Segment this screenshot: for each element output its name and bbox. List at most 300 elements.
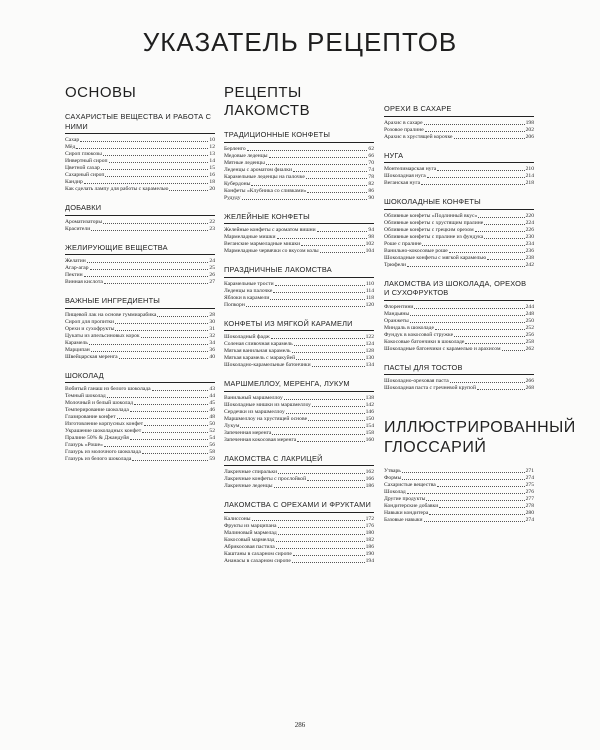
index-entry [224,146,374,153]
entry-name: Орехи и сухофрукты [65,325,115,332]
index-section [384,104,534,141]
entry-page: 50 [209,421,215,427]
index-entry [224,544,374,551]
dot-leader [402,479,524,480]
entry-name: Карамель [65,339,88,346]
entry-page: 220 [525,212,534,219]
entry-name: Ванильно-кокосовые роше [384,247,448,254]
dot-leader [484,224,524,225]
entry-page: 98 [368,234,374,240]
entry-page: 268 [525,385,534,391]
dot-leader [284,399,365,400]
dot-leader [130,439,209,440]
entry-name: Лакричные леденцы [224,483,273,489]
entry-page: 110 [365,280,374,287]
entry-page: 74 [368,166,374,173]
index-entry [224,437,374,444]
glossary-list [384,468,534,524]
dot-leader [117,418,209,419]
entry-name: Арахис в сахаре [384,119,423,126]
index-section [384,151,534,188]
entry-page: 90 [368,194,374,201]
index-entry [384,166,534,173]
entry-name: Леденцы на палочке [224,287,273,294]
entry-name: Кокосовые батончики в шоколаде [384,338,465,345]
entry-name: Инвертный сироп [65,158,108,164]
index-entry [224,174,374,181]
glossary-section [384,418,576,524]
entry-page: 23 [209,225,215,232]
entry-page: 24 [209,258,215,264]
entry-name: Запеченная кокосовая меренга [224,436,297,443]
dot-leader [425,131,525,132]
entry-name: Кандир [65,179,83,185]
entry-page: 162 [365,469,374,475]
index-entry [224,181,374,188]
sections-list [384,104,534,392]
dot-leader [407,266,525,267]
page-title: УКАЗАТЕЛЬ РЕЦЕПТОВ [142,27,458,57]
index-section [224,130,374,202]
entry-page: 172 [365,515,374,522]
entry-page: 62 [368,145,374,152]
entry-name: Желейные конфеты с ароматом вишни [224,227,316,233]
index-entry [384,496,534,503]
glossary-heading: ИЛЛЮСТРИРОВАННЫЙ ГЛОССАРИЙ [384,419,576,456]
entry-page: 277 [525,496,534,502]
entry-name: Карамельные трости [224,280,274,287]
dot-leader [414,308,524,309]
entry-page: 210 [525,166,534,172]
index-entry [384,234,534,241]
dot-leader [478,217,524,218]
entry-name: Изготовление корпусных конфет [65,421,144,427]
entry-name: Лукум [224,422,240,429]
entry-name: Розовое пралине [384,126,424,133]
dot-leader [424,124,525,125]
entry-page: 56 [209,442,215,448]
dot-leader [296,359,364,360]
entry-page: 32 [209,332,215,339]
index-entry [224,341,374,348]
entry-name: Глазурь из молочного шоколада [65,449,141,455]
index-entry [65,137,215,144]
dot-leader [502,350,525,351]
index-entry [224,288,374,295]
entry-page: 198 [525,119,534,126]
dot-leader [276,548,365,549]
entry-page: 230 [525,233,534,240]
entry-name: Базовые навыки [384,517,423,523]
entry-name: Шоколадные мишки из маршмеллоу [224,401,311,408]
index-entry [384,262,534,269]
entry-page: 128 [365,348,374,354]
entry-page: 274 [525,517,534,523]
index-entry [224,295,374,302]
index-section [65,203,215,233]
entry-page: 190 [365,550,374,557]
entry-name: Калиссоны [224,515,251,522]
entry-page: 271 [525,468,534,474]
index-entry [384,180,534,187]
column-heading: РЕЦЕПТЫ ЛАКОМСТВ [224,84,311,119]
index-entry [384,468,534,475]
index-entry [224,248,374,255]
entry-name: Сахаристые вещества [384,482,436,488]
index-entry [65,326,215,333]
entry-page: 142 [365,401,374,408]
index-entry [384,503,534,510]
dot-leader [435,329,525,330]
index-entry [384,346,534,353]
dot-leader [101,169,209,170]
dot-leader [103,155,209,156]
entry-page: 194 [365,557,374,564]
entry-page: 58 [209,449,215,455]
index-entry [224,402,374,409]
dot-leader [293,171,367,172]
section-title: ШОКОЛАД [65,371,215,384]
dot-leader [437,486,525,487]
index-entry [224,153,374,160]
index-entry [65,312,215,319]
index-entry [384,127,534,134]
entry-name: Навыки кондитера [384,510,429,516]
index-entry [224,355,374,362]
section-title: ЛАКОМСТВА ИЗ ШОКОЛАДА, ОРЕХОВ И СУХОФРУКТОВ [384,279,534,301]
dot-leader [119,358,209,359]
page-number: 286 [294,721,306,729]
column-recipes [224,84,374,575]
dot-leader [76,148,208,149]
index-entry [224,523,374,530]
entry-name: Обливные конфеты «Подлинный вкус» [384,212,478,219]
dot-leader [87,262,209,263]
dot-leader [454,138,525,139]
dot-leader [277,238,368,239]
entry-page: 274 [525,475,534,481]
entry-page: 27 [209,279,215,285]
section-title: ЖЕЛИРУЮЩИЕ ВЕЩЕСТВА [65,243,215,256]
dot-leader [266,164,368,165]
entry-page: 36 [209,346,215,353]
entry-name: Монтелимарская нуга [384,166,437,172]
entry-page: 43 [209,386,215,392]
index-entry [224,281,374,288]
dot-leader [407,493,525,494]
dot-leader [292,352,365,353]
dot-leader [157,316,208,317]
index-entry [65,265,215,272]
entry-page: 275 [525,482,534,488]
index-entry [384,255,534,262]
entry-page: 206 [525,133,534,140]
index-section [65,112,215,193]
entry-page: 258 [525,338,534,345]
dot-leader [320,252,365,253]
entry-name: Пектин [65,272,83,278]
section-title: НУГА [384,151,534,164]
dot-leader [269,157,368,158]
entry-name: Обливные конфеты с пралине из фундука [384,233,484,240]
entry-page: 28 [209,311,215,318]
entry-page: 154 [365,422,374,429]
dot-leader [312,406,365,407]
index-entry [224,167,374,174]
dot-leader [278,473,365,474]
entry-name: Роше с пралине [384,240,422,247]
index-entry [384,241,534,248]
index-entry [384,482,534,489]
index-entry [65,354,215,361]
dot-leader [426,500,524,501]
entry-name: Веганские мармеладные мишки [224,241,301,247]
dot-leader [240,427,364,428]
dot-leader [293,555,365,556]
entry-page: 18 [209,179,215,185]
section-title: ОРЕХИ В САХАРЕ [384,104,534,117]
entry-page: 214 [525,173,534,179]
dot-leader [292,562,365,563]
dot-leader [107,397,209,398]
dot-leader [272,434,364,435]
index-entry [65,179,215,186]
index-entry [65,158,215,165]
dot-leader [271,338,365,339]
entry-page: 278 [525,503,534,509]
entry-name: Карамельные леденцы на палочке [224,173,305,180]
entry-name: Формы [384,475,402,481]
index-entry [65,272,215,279]
entry-name: Кокосовый мармелад [224,536,275,543]
index-entry [384,134,534,141]
dot-leader [115,330,208,331]
index-entry [384,489,534,496]
entry-name: Кубердоны [224,180,251,187]
entry-name: Шоколадно-ореховая паста [384,378,449,384]
dot-leader [410,322,525,323]
index-entry [65,400,215,407]
section-title: ДОБАВКИ [65,203,215,216]
index-section [224,265,374,309]
entry-name: Сахарный сироп [65,172,105,178]
dot-leader [109,162,209,163]
dot-leader [475,231,525,232]
entry-name: Трюфели [384,261,407,268]
dot-leader [134,404,208,405]
entry-page: 104 [365,248,374,254]
section-title: ТРАДИЦИОННЫЕ КОНФЕТЫ [224,130,374,143]
index-entry [384,325,534,332]
entry-page: 86 [368,187,374,194]
dot-leader [270,299,364,300]
index-entry [384,311,534,318]
index-entry [224,476,374,483]
column-heading: ОСНОВЫ [65,84,137,101]
index-entry [384,510,534,517]
entry-name: Мёд [65,144,76,150]
index-entry [65,219,215,226]
entry-page: 266 [525,378,534,384]
section-title: ПРАЗДНИЧНЫЕ ЛАКОМСТВА [224,265,374,278]
index-entry [65,151,215,158]
entry-page: 226 [525,226,534,233]
dot-leader [276,541,365,542]
entry-page: 158 [365,429,374,436]
dot-leader [286,413,365,414]
entry-name: Ананасы в сахарном сиропе [224,557,291,564]
dot-leader [251,185,367,186]
dot-leader [242,199,368,200]
index-entry [224,348,374,355]
dot-leader [301,245,365,246]
entry-page: 48 [209,414,215,420]
entry-page: 234 [525,240,534,247]
dot-leader [252,520,365,521]
entry-page: 218 [525,180,534,186]
entry-page: 224 [525,219,534,226]
index-entry [65,435,215,442]
index-entry [384,173,534,180]
index-entry [65,340,215,347]
entry-name: Конфеты «Клубника со сливками» [224,187,307,194]
dot-leader [152,390,209,391]
index-entry [224,188,374,195]
entry-page: 16 [209,172,215,178]
index-entry [65,421,215,428]
entry-page: 242 [525,261,534,268]
index-entry [224,483,374,490]
index-entry [65,186,215,193]
dot-leader [477,389,525,390]
dot-leader [402,472,525,473]
entry-page: 182 [365,536,374,543]
entry-name: Малиновый мармелад [224,529,277,536]
index-entry [384,318,534,325]
entry-page: 186 [365,543,374,550]
index-entry [65,393,215,400]
dot-leader [294,345,365,346]
entry-name: Мягкая ванильная карамель [224,348,291,354]
dot-leader [454,336,525,337]
entry-name: Попкорн [224,301,245,308]
index-entry [224,551,374,558]
entry-name: Лакричные спиральки [224,469,278,475]
dot-leader [487,259,524,260]
index-entry [384,304,534,311]
entry-name: Марципан [65,346,90,353]
section-title: ЛАКОМСТВА С ЛАКРИЦЕЙ [224,454,374,467]
entry-name: Сахар [65,137,80,143]
dot-leader [429,514,524,515]
entry-name: Швейцарская меренга [65,353,118,360]
entry-name: Мармеладные мишки [224,234,276,240]
index-entry [384,339,534,346]
entry-name: Цветной сахар [65,165,100,171]
entry-page: 280 [525,510,534,516]
entry-page: 262 [525,345,534,352]
index-section [65,243,215,287]
dot-leader [84,276,209,277]
entry-name: Каштаны в сахарном сиропе [224,550,292,557]
index-section [384,363,534,393]
index-section [224,500,374,565]
entry-page: 12 [209,144,215,150]
column-basics [65,84,215,473]
index-entry [224,362,374,369]
index-entry [224,409,374,416]
index-entry [224,558,374,565]
entry-name: Цукаты из апельсиновых корок [65,332,140,339]
index-section [65,296,215,361]
dot-leader [105,176,208,177]
entry-page: 14 [209,158,215,164]
dot-leader [308,420,365,421]
entry-page: 34 [209,339,215,346]
index-entry [224,516,374,523]
entry-page: 13 [209,151,215,157]
dot-leader [421,184,524,185]
index-section [384,279,534,353]
entry-name: Ароматизаторы [65,218,103,225]
index-entry [65,172,215,179]
dot-leader [449,252,525,253]
entry-page: 59 [209,456,215,462]
entry-name: Как сделать лампу для работы с карамелью [65,186,169,192]
index-entry [65,144,215,151]
dot-leader [275,285,365,286]
entry-name: Обливные конфеты с грецким орехом [384,226,474,233]
entry-page: 45 [209,400,215,406]
dot-leader [103,223,208,224]
entry-name: Красители [65,225,91,232]
index-section [224,379,374,444]
index-entry [384,378,534,385]
index-entry [224,227,374,234]
index-entry [224,234,374,241]
index-entry [384,248,534,255]
index-entry [65,442,215,449]
entry-page: 10 [209,137,215,143]
dot-leader [104,283,209,284]
index-entry [65,407,215,414]
index-entry [384,220,534,227]
dot-leader [274,487,365,488]
entry-page: 202 [525,126,534,133]
dot-leader [278,534,365,535]
entry-page: 31 [209,325,215,332]
section-title: ПАСТЫ ДЛЯ ТОСТОВ [384,363,534,376]
entry-name: Оранжеты [384,317,409,324]
entry-page: 186 [365,483,374,489]
entry-name: Глазурь из белого шоколада [65,456,132,462]
index-entry [224,430,374,437]
entry-name: Сироп для пропитки [65,318,115,325]
index-entry [224,334,374,341]
index-entry [224,195,374,202]
dot-leader [424,521,525,522]
entry-name: Шоколадные конфеты с мягкой карамелью [384,254,487,261]
index-entry [65,414,215,421]
entry-name: Берленго [224,145,246,152]
index-entry [65,386,215,393]
entry-page: 166 [365,476,374,482]
entry-page: 130 [365,355,374,361]
entry-name: Другие продукты [384,496,426,502]
index-entry [224,241,374,248]
entry-name: Утварь [384,468,401,474]
entry-name: Лакричные конфеты с прослойкой [224,476,307,482]
